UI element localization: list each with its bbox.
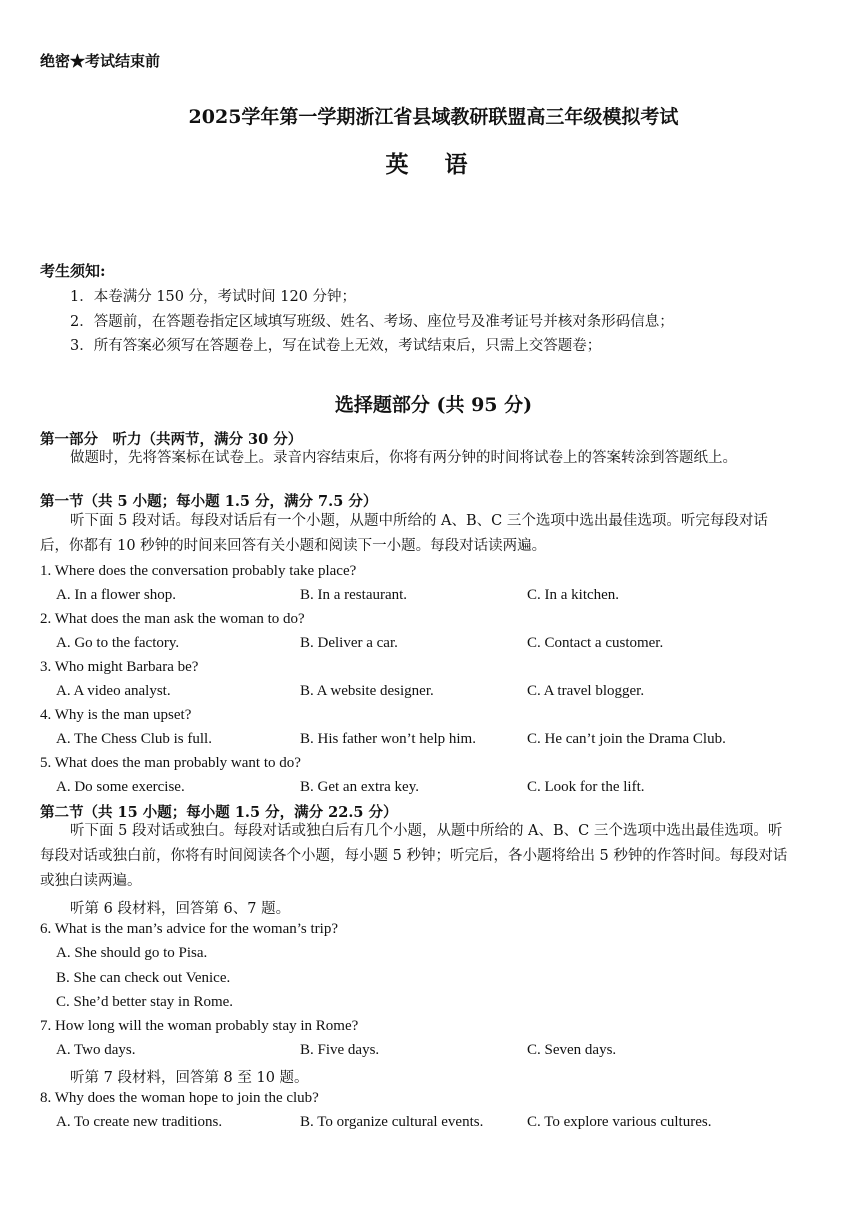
q3-option-b: B. A website designer. bbox=[300, 683, 434, 699]
q1-option-a: A. In a flower shop. bbox=[56, 587, 176, 603]
q4-option-a: A. The Chess Club is full. bbox=[56, 731, 212, 747]
part1-heading: 第一部分 听力（共两节，满分 30 分） bbox=[40, 431, 303, 448]
notice-item: 1．本卷满分 150 分，考试时间 120 分钟； bbox=[70, 289, 357, 305]
q5-option-c: C. Look for the lift. bbox=[527, 779, 645, 795]
q2-option-a: A. Go to the factory. bbox=[56, 635, 180, 651]
q8-option-c: C. To explore various cultures. bbox=[527, 1114, 712, 1130]
section-title: 选择题部分 (共 95 分) bbox=[334, 394, 533, 416]
q1-option-c: C. In a kitchen. bbox=[527, 587, 620, 603]
section2-heading: 第二节（共 15 小题；每小题 1.5 分，满分 22.5 分） bbox=[40, 804, 398, 821]
q3-option-a: A. A video analyst. bbox=[56, 683, 171, 699]
q8-option-a: A. To create new traditions. bbox=[56, 1114, 223, 1130]
question-3: 3. Who might Barbara be? bbox=[40, 659, 199, 675]
q4-option-c: C. He can’t join the Drama Club. bbox=[527, 731, 726, 747]
q7-option-b: B. Five days. bbox=[300, 1042, 380, 1058]
q2-option-b: B. Deliver a car. bbox=[300, 635, 398, 651]
part1-instructions: 做题时，先将答案标在试卷上。录音内容结束后，你将有两分钟的时间将试卷上的答案转涂到答题纸上。 bbox=[70, 450, 737, 466]
q1-option-b: B. In a restaurant. bbox=[300, 587, 408, 603]
q8-option-b: B. To organize cultural events. bbox=[300, 1114, 484, 1130]
question-2: 2. What does the man ask the woman to do? bbox=[40, 611, 305, 627]
notice-item: 3．所有答案必须写在答题卷上，写在试卷上无效，考试结束后，只需上交答题卷； bbox=[70, 338, 602, 354]
material-6-instruction: 听第 6 段材料，回答第 6、7 题。 bbox=[70, 901, 291, 917]
q5-option-b: B. Get an extra key. bbox=[300, 779, 419, 795]
q6-option-c: C. She’d better stay in Rome. bbox=[56, 994, 234, 1010]
question-5: 5. What does the man probably want to do? bbox=[40, 755, 301, 771]
exam-title: 2025学年第一学期浙江省县域教研联盟高三年级模拟考试 bbox=[188, 106, 679, 128]
q2-option-c: C. Contact a customer. bbox=[527, 635, 664, 651]
q4-option-b: B. His father won’t help him. bbox=[300, 731, 476, 747]
question-6: 6. What is the man’s advice for the woman’s trip? bbox=[40, 921, 338, 937]
question-1: 1. Where does the conversation probably take place? bbox=[40, 563, 357, 579]
confidential-label: 绝密★考试结束前 bbox=[40, 52, 161, 70]
material-7-instruction: 听第 7 段材料，回答第 8 至 10 题。 bbox=[70, 1070, 309, 1086]
notice-item: 2．答题前，在答题卷指定区域填写班级、姓名、考场、座位号及准考证号并核对条形码信息； bbox=[70, 314, 674, 330]
subject-title: 英 语 bbox=[385, 151, 482, 178]
section2-instructions: 听下面 5 段对话或独白。每段对话或独白后有几个小题，从题中所给的 A、B、C 三个选项中选出最佳选项。听每段对话或独白前，你将有时间阅读各个小题，每小题 5 秒钟；听完后，各小题将给出 5 秒钟的作答时间。每段对话或独白读两遍。 bbox=[40, 823, 788, 889]
question-8: 8. Why does the woman hope to join the club? bbox=[40, 1090, 319, 1106]
q5-option-a: A. Do some exercise. bbox=[56, 779, 185, 795]
section1-instructions: 听下面 5 段对话。每段对话后有一个小题，从题中所给的 A、B、C 三个选项中选出最佳选项。听完每段对话后，你都有 10 秒钟的时间来回答有关小题和阅读下一小题。每段对话读两遍。 bbox=[40, 513, 768, 554]
question-7: 7. How long will the woman probably stay in Rome? bbox=[40, 1018, 359, 1034]
question-4: 4. Why is the man upset? bbox=[40, 707, 192, 723]
notice-heading: 考生须知: bbox=[40, 262, 106, 280]
q6-option-a: A. She should go to Pisa. bbox=[56, 945, 208, 961]
section1-heading: 第一节（共 5 小题；每小题 1.5 分，满分 7.5 分） bbox=[40, 493, 378, 510]
q6-option-b: B. She can check out Venice. bbox=[56, 970, 231, 986]
q7-option-c: C. Seven days. bbox=[527, 1042, 617, 1058]
q7-option-a: A. Two days. bbox=[56, 1042, 136, 1058]
q3-option-c: C. A travel blogger. bbox=[527, 683, 645, 699]
